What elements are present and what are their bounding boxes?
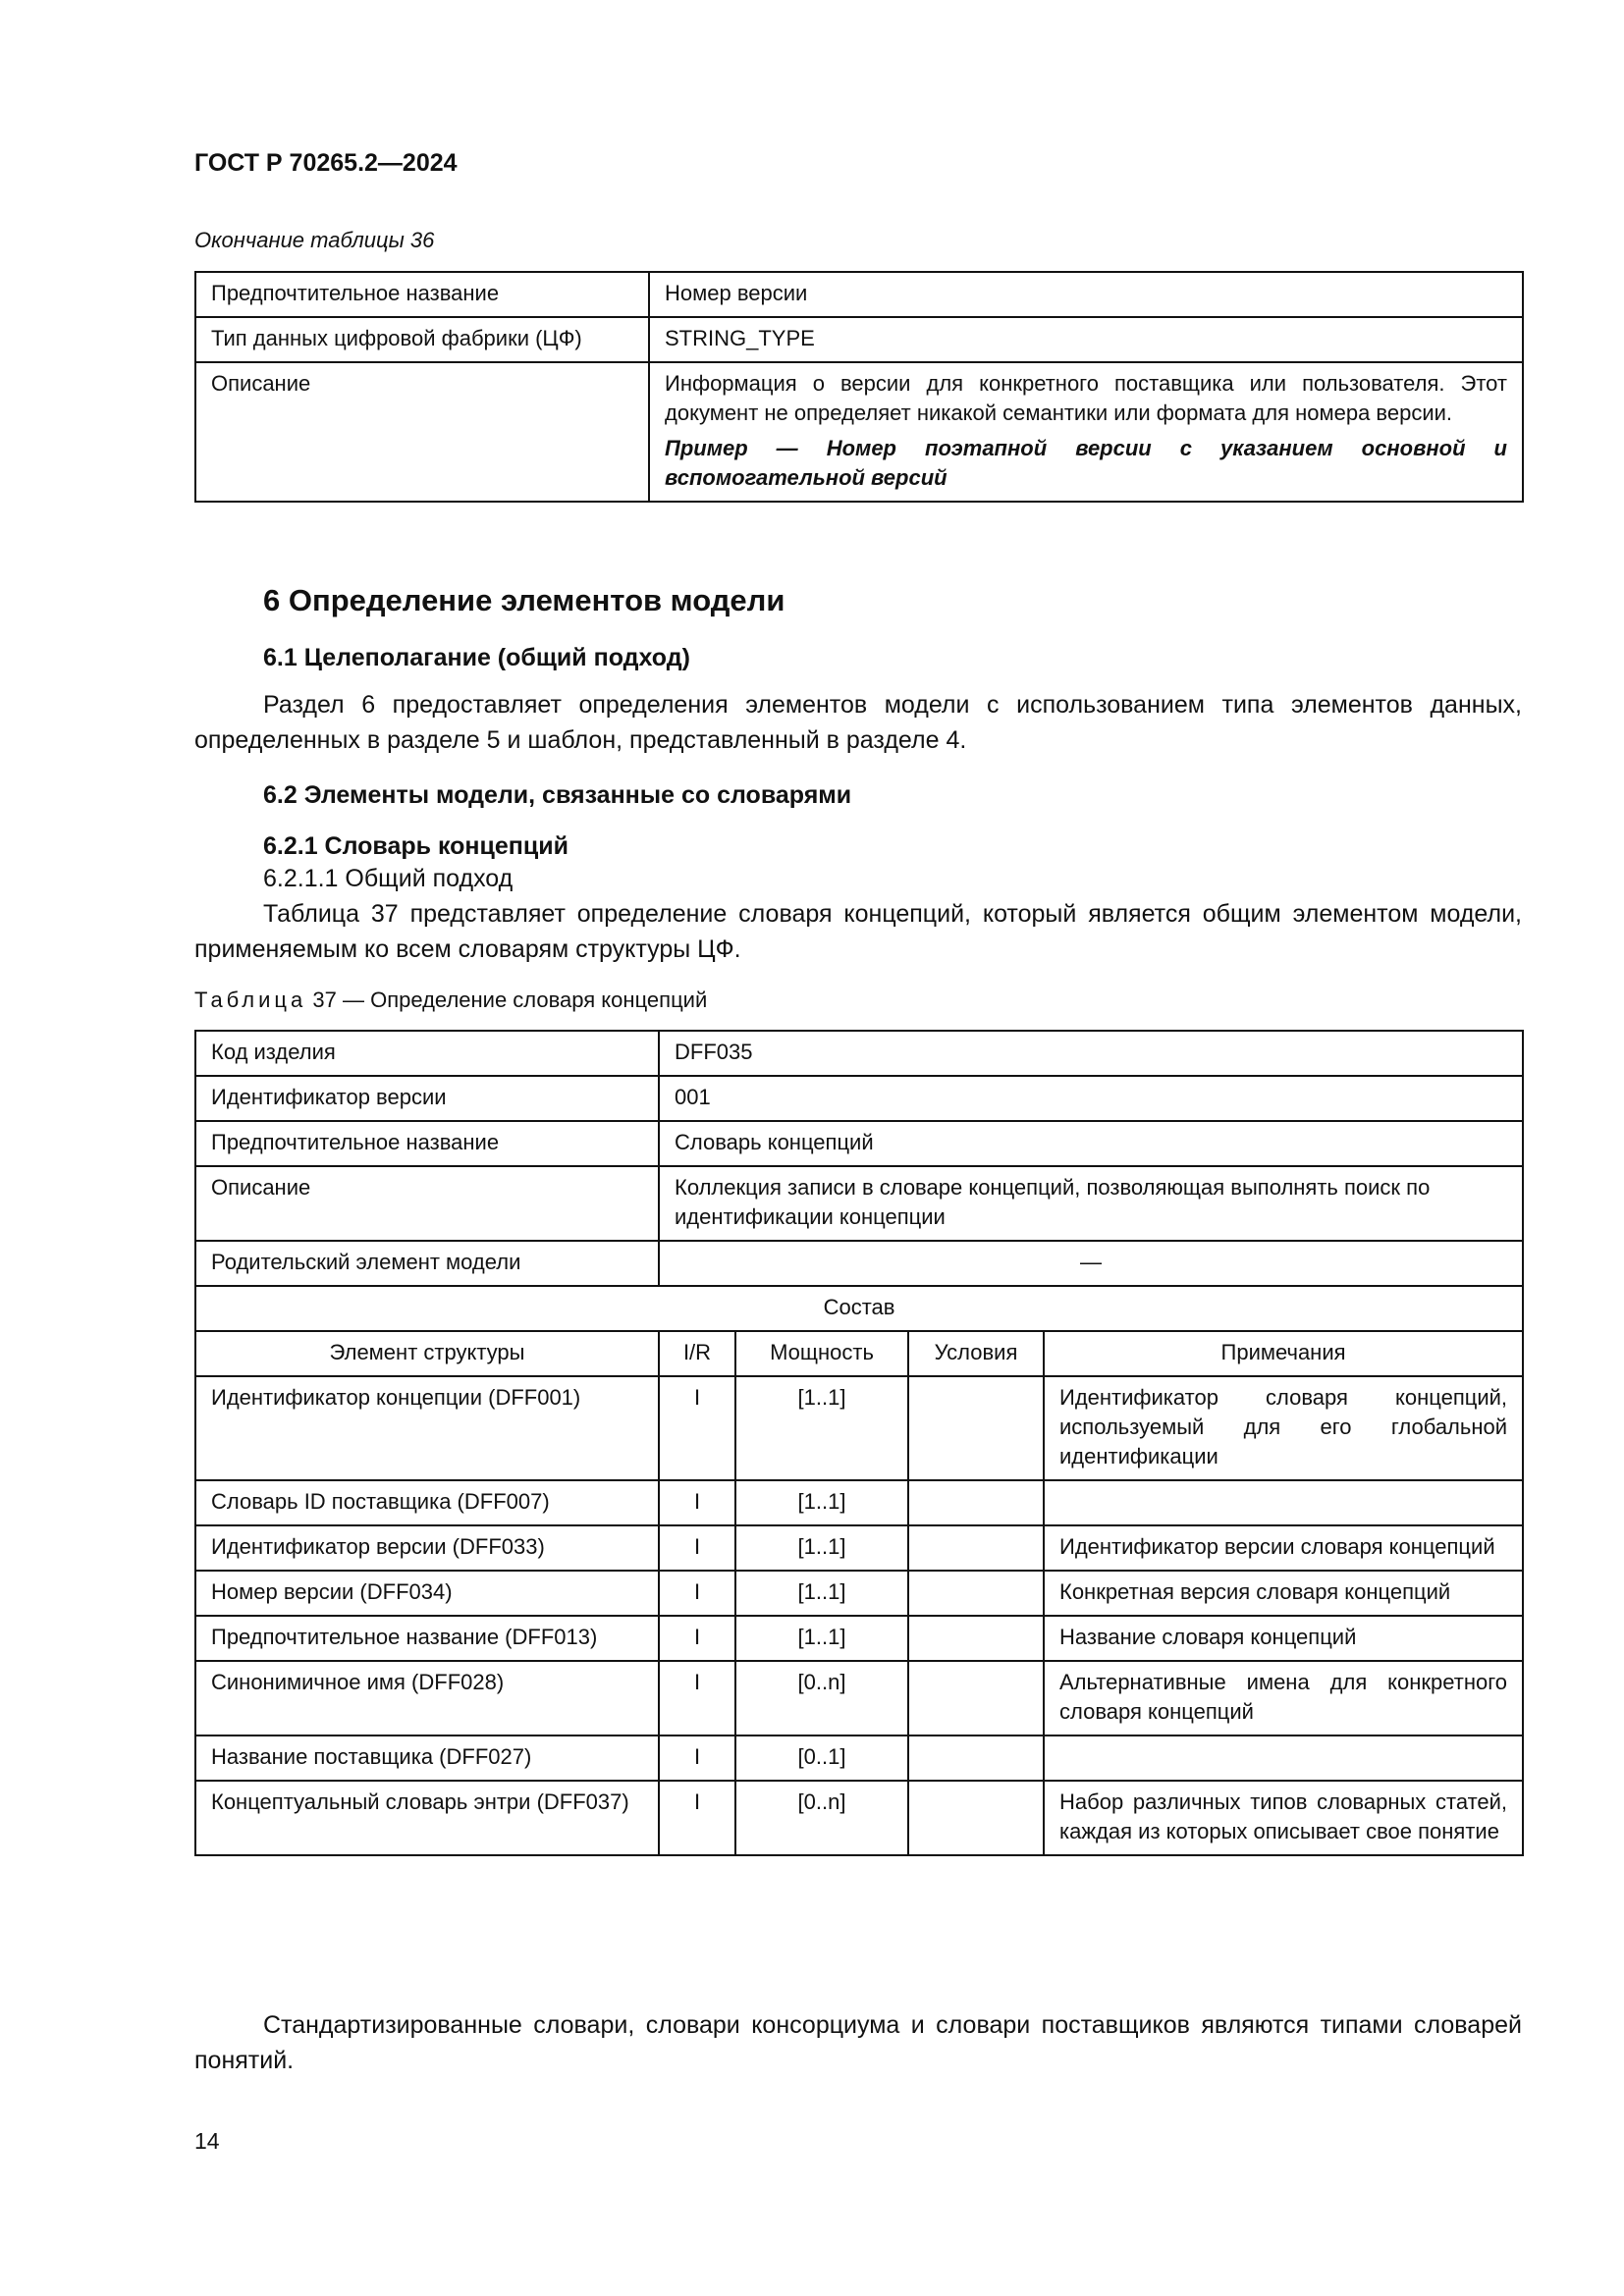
table-caption-rest: 37 — Определение словаря концепций [312,988,708,1012]
table-header-row [195,1331,1523,1376]
table-row [195,317,1523,362]
cardinality-cell: [1..1] [735,1376,908,1480]
table-value-cell: — [659,1241,1523,1286]
table-label-cell: Тип данных цифровой фабрики (ЦФ) [195,317,649,362]
ir-cell: I [659,1735,735,1781]
section-title: 6 Определение элементов модели [263,583,785,617]
element-cell: Словарь ID поставщика (DFF007) [195,1480,659,1525]
table-value-cell: 001 [659,1076,1523,1121]
table-value-cell: Номер версии [649,272,1523,317]
column-header: Примечания [1044,1331,1523,1376]
paragraph: Раздел 6 предоставляет определения элементов модели с использованием типа элементов данных, определенных в разделе 5 и шаблон, представленный в разделе 4. [194,691,1522,754]
table-label-cell: Идентификатор версии [195,1076,659,1121]
column-header: Мощность [735,1331,908,1376]
table-value-cell: STRING_TYPE [649,317,1523,362]
table-row [195,1166,1523,1241]
notes-cell: Конкретная версия словаря концепций [1044,1571,1523,1616]
notes-cell: Альтернативные имена для конкретного словаря концепций [1044,1661,1523,1735]
table-caption-prefix: Таблица [194,988,307,1012]
conditions-cell [908,1735,1044,1781]
table-36 [194,271,1524,503]
cardinality-cell: [1..1] [735,1571,908,1616]
ir-cell: I [659,1661,735,1735]
table-value-cell [649,362,1523,502]
table-37 [194,1030,1524,1856]
table-label-cell: Описание [195,362,649,502]
table-row [195,362,1523,502]
notes-cell: Идентификатор словаря концепций, используемый для его глобальной идентификации [1044,1376,1523,1480]
cardinality-cell: [1..1] [735,1480,908,1525]
conditions-cell [908,1781,1044,1855]
cardinality-cell: [0..n] [735,1781,908,1855]
cardinality-cell: [0..n] [735,1661,908,1735]
example-note: Пример — Номер поэтапной версии с указанием основной и вспомогательной версий [665,436,1507,490]
subsection-title: 6.2.1.1 Общий подход [263,865,514,892]
table-row [195,1031,1523,1076]
table-row [195,1781,1523,1855]
conditions-cell [908,1480,1044,1525]
document-header: ГОСТ Р 70265.2—2024 [194,149,458,177]
notes-cell: Идентификатор версии словаря концепций [1044,1525,1523,1571]
table-row [195,1286,1523,1331]
ir-cell: I [659,1781,735,1855]
table-label-cell: Предпочтительное название [195,1121,659,1166]
column-header: Элемент структуры [195,1331,659,1376]
element-cell: Предпочтительное название (DFF013) [195,1616,659,1661]
table-row [195,1525,1523,1571]
conditions-cell [908,1616,1044,1661]
column-header: I/R [659,1331,735,1376]
conditions-cell [908,1571,1044,1616]
element-cell: Идентификатор версии (DFF033) [195,1525,659,1571]
table-row [195,1076,1523,1121]
page-number: 14 [194,2128,220,2154]
notes-cell: Набор различных типов словарных статей, каждая из которых описывает свое понятие [1044,1781,1523,1855]
element-cell: Синонимичное имя (DFF028) [195,1661,659,1735]
element-cell: Название поставщика (DFF027) [195,1735,659,1781]
subsection-title: 6.1 Целеполагание (общий подход) [263,644,690,671]
notes-cell: Название словаря концепций [1044,1616,1523,1661]
subsection-title: 6.2 Элементы модели, связанные со словарями [263,781,852,809]
conditions-cell [908,1376,1044,1480]
ir-cell: I [659,1616,735,1661]
table-label-cell: Код изделия [195,1031,659,1076]
table-row [195,1661,1523,1735]
notes-cell [1044,1735,1523,1781]
closing-paragraph: Стандартизированные словари, словари консорциума и словари поставщиков являются типами словарей понятий. [194,2011,1522,2074]
element-cell: Идентификатор концепции (DFF001) [195,1376,659,1480]
ir-cell: I [659,1480,735,1525]
table-row [195,1121,1523,1166]
table-value-cell: Коллекция записи в словаре концепций, позволяющая выполнять поиск по идентификации концепции [659,1166,1523,1241]
cardinality-cell: [0..1] [735,1735,908,1781]
table-label-cell: Родительский элемент модели [195,1241,659,1286]
table-row [195,1616,1523,1661]
ir-cell: I [659,1525,735,1571]
table-row [195,1571,1523,1616]
element-cell: Концептуальный словарь энтри (DFF037) [195,1781,659,1855]
table36-caption: Окончание таблицы 36 [194,228,435,252]
conditions-cell [908,1661,1044,1735]
subsection-title: 6.2.1 Словарь концепций [263,832,568,860]
table-row [195,1480,1523,1525]
cardinality-cell: [1..1] [735,1616,908,1661]
table-row [195,1735,1523,1781]
table-label-cell: Описание [195,1166,659,1241]
composition-header: Состав [195,1286,1523,1331]
description-text: Информация о версии для конкретного поставщика или пользователя. Этот документ не определяет никакой семантики или формата для номера версии. [665,371,1507,425]
paragraph: Таблица 37 представляет определение словаря концепций, который является общим элементом модели, применяемым ко всем словарям структуры ЦФ. [194,900,1522,963]
cardinality-cell: [1..1] [735,1525,908,1571]
table-row [195,1241,1523,1286]
conditions-cell [908,1525,1044,1571]
table37-caption [194,988,707,1013]
notes-cell [1044,1480,1523,1525]
column-header: Условия [908,1331,1044,1376]
table-label-cell: Предпочтительное название [195,272,649,317]
ir-cell: I [659,1571,735,1616]
table-row [195,272,1523,317]
table-value-cell: DFF035 [659,1031,1523,1076]
element-cell: Номер версии (DFF034) [195,1571,659,1616]
table-value-cell: Словарь концепций [659,1121,1523,1166]
ir-cell: I [659,1376,735,1480]
table-row [195,1376,1523,1480]
